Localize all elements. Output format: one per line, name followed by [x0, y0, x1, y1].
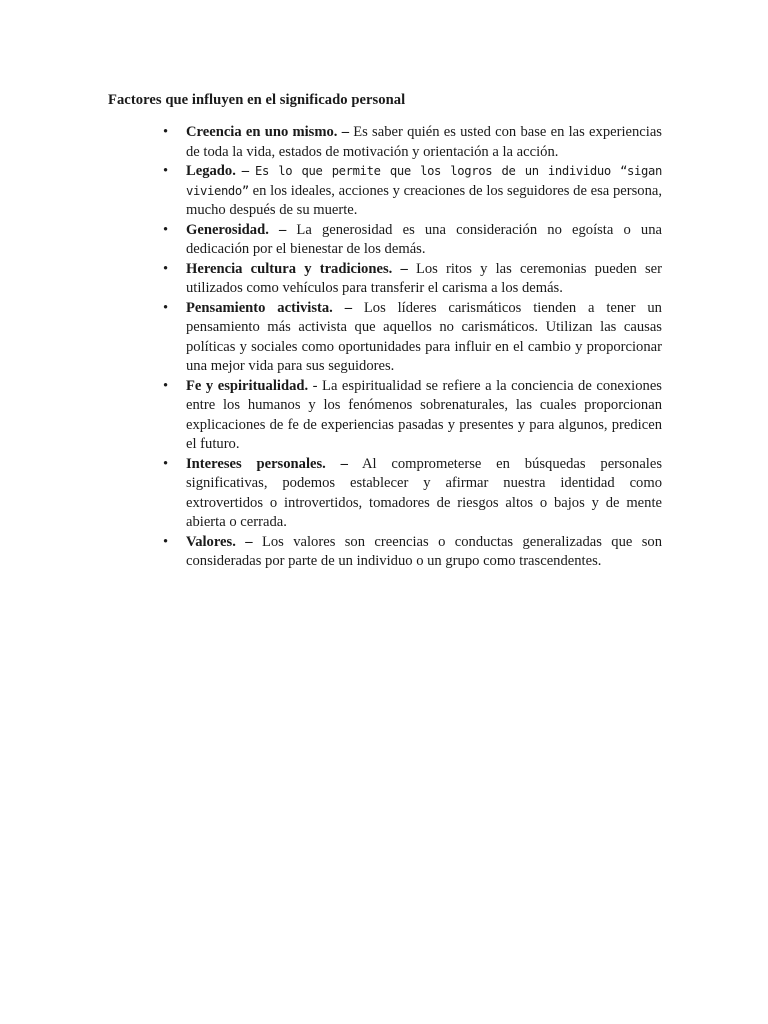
factor-list [163, 123, 662, 572]
factor-term: Generosidad. – [186, 221, 287, 238]
factor-item-intereses [163, 455, 662, 533]
factor-item-creencia [163, 123, 662, 162]
factor-term: Intereses personales. – [186, 455, 348, 472]
factor-term: Legado. – [186, 163, 250, 179]
factor-description: Al comprometerse en búsquedas personales significativas, podemos establecer y afirmar nuestra identidad como extrovertidos o introvertidos, tomadores de riesgos altos o bajos y de mente abierta o cerrada. [186, 455, 663, 530]
factor-description: en los ideales, acciones y creaciones de los seguidores de esa persona, mucho después de su muerte. [186, 182, 662, 218]
document-title: Factores que influyen en el significado personal [108, 92, 406, 108]
factor-item-generosidad [163, 221, 662, 260]
factor-description-mono: Es lo que permite que los logros de un individuo “sigan viviendo” [186, 164, 662, 198]
factor-item-pensamiento [163, 299, 662, 377]
factor-term: Creencia en uno mismo. – [186, 124, 349, 140]
factor-description: - La espiritualidad se refiere a la conciencia de conexiones entre los humanos y los fenómenos sobrenaturales, las cuales proporcionan explicaciones de fe de experiencias pasadas y presentes y para algunos, predicen el futuro. [186, 377, 662, 452]
factor-description: La generosidad es una consideración no egoísta o una dedicación por el bienestar de los demás. [186, 221, 662, 257]
bullet-icon: • [163, 299, 169, 316]
factor-item-fe [163, 377, 662, 455]
factor-item-valores [163, 533, 662, 572]
bullet-icon: • [163, 377, 169, 394]
bullet-icon: • [163, 124, 169, 140]
bullet-icon: • [163, 221, 169, 238]
bullet-icon: • [163, 455, 169, 472]
factor-item-herencia [163, 260, 662, 299]
bullet-icon: • [163, 533, 169, 550]
factor-term: Valores. – [186, 533, 253, 550]
factor-term: Herencia cultura y tradiciones. – [186, 260, 408, 277]
factor-term: Pensamiento activista. – [186, 299, 352, 316]
bullet-icon: • [163, 163, 169, 179]
factor-description: Los valores son creencias o conductas generalizadas que son consideradas por parte de un individuo o un grupo como trascendentes. [186, 533, 663, 569]
bullet-icon: • [163, 260, 169, 277]
factor-term: Fe y espiritualidad. [186, 377, 309, 394]
factor-item-legado [163, 162, 662, 221]
factor-description: Los líderes carismáticos tienden a tener un pensamiento más activista que aquellos no carismáticos. Utilizan las causas políticas y sociales como oportunidades para influir en el cambio y proporcionar una mejor vida para sus seguidores. [186, 299, 662, 374]
factor-description: Es saber quién es usted con base en las experiencias de toda la vida, estados de motivación y orientación a la acción. [186, 124, 662, 160]
factor-description: Los ritos y las ceremonias pueden ser utilizados como vehículos para transferir el carisma a los demás. [186, 260, 662, 296]
